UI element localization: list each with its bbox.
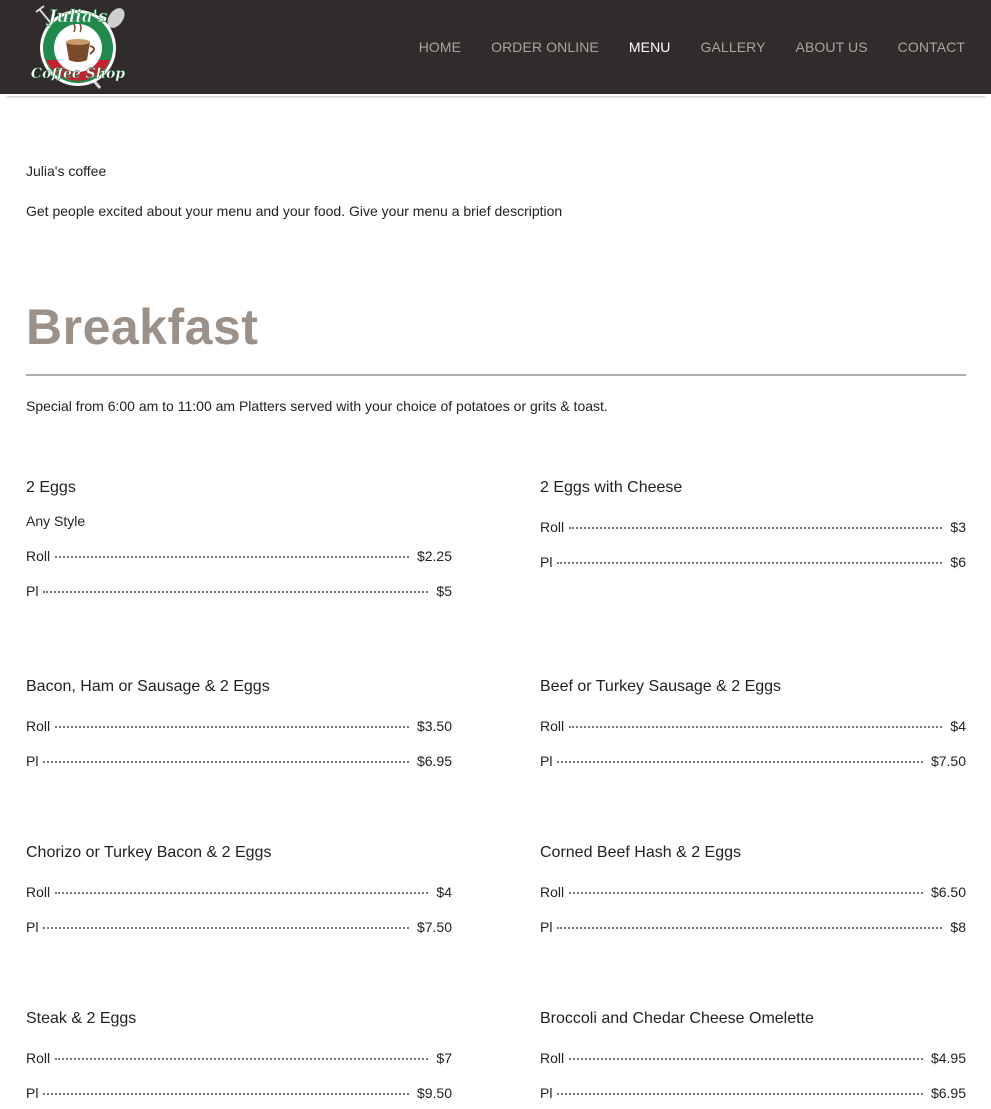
- leader-dots: [55, 726, 409, 728]
- price-row: [26, 753, 452, 769]
- price-label: Pl: [26, 1085, 39, 1101]
- leader-dots: [43, 761, 409, 763]
- price-value: $2.25: [416, 548, 452, 564]
- price-row: [26, 583, 452, 599]
- price-row: [26, 718, 452, 734]
- price-row: [540, 1085, 966, 1101]
- menu-item-name: Corned Beef Hash & 2 Eggs: [540, 844, 742, 861]
- menu-item-name: Broccoli and Chedar Cheese Omelette: [540, 1010, 814, 1027]
- nav-gallery[interactable]: GALLERY: [700, 39, 766, 55]
- nav-home[interactable]: HOME: [418, 39, 462, 55]
- main-nav: [419, 39, 965, 55]
- header-divider: [6, 94, 986, 96]
- nav-order-online[interactable]: ORDER ONLINE: [491, 39, 599, 55]
- price-row: [26, 1050, 452, 1066]
- price-value: $5: [436, 583, 452, 599]
- menu-item-name: 2 Eggs: [26, 479, 76, 496]
- leader-dots: [43, 591, 428, 593]
- price-label: Pl: [540, 753, 553, 769]
- price-value: $7: [436, 1050, 452, 1066]
- leader-dots: [43, 1093, 409, 1095]
- price-value: $6.50: [930, 884, 966, 900]
- price-row: [540, 519, 966, 535]
- logo-line1: Julia's: [48, 7, 108, 27]
- menu-item: [540, 843, 966, 935]
- price-label: Pl: [26, 583, 39, 599]
- price-value: $4.95: [930, 1050, 966, 1066]
- price-label: Roll: [540, 519, 565, 535]
- price-label: Pl: [26, 753, 39, 769]
- leader-dots: [569, 1058, 923, 1060]
- nav-about-us[interactable]: ABOUT US: [795, 39, 868, 55]
- menu-item-name: Beef or Turkey Sausage & 2 Eggs: [540, 678, 782, 695]
- price-row: [540, 753, 966, 769]
- menu-item-name: Steak & 2 Eggs: [26, 1010, 137, 1027]
- leader-dots: [557, 761, 923, 763]
- menu-item-subtitle: Any Style: [26, 513, 86, 529]
- price-label: Roll: [26, 884, 51, 900]
- price-row: [540, 1050, 966, 1066]
- price-label: Roll: [540, 1050, 565, 1066]
- price-label: Pl: [540, 919, 553, 935]
- price-row: [26, 884, 452, 900]
- price-value: $7.50: [930, 753, 966, 769]
- menu-item: [26, 478, 452, 599]
- price-row: [540, 718, 966, 734]
- leader-dots: [557, 1093, 923, 1095]
- menu-item: [26, 677, 452, 769]
- price-row: [540, 884, 966, 900]
- menu-item: [540, 478, 966, 570]
- price-row: [26, 548, 452, 564]
- menu-item-name: 2 Eggs with Cheese: [540, 479, 683, 496]
- price-value: $6: [950, 554, 966, 570]
- coffee-shop-logo[interactable]: [30, 2, 128, 94]
- price-value: $3.50: [416, 718, 452, 734]
- leader-dots: [55, 556, 409, 558]
- nav-menu[interactable]: MENU: [628, 39, 671, 55]
- leader-dots: [55, 892, 428, 894]
- menu-intro-title: Julia's coffee: [26, 163, 107, 179]
- leader-dots: [569, 726, 942, 728]
- nav-contact[interactable]: CONTACT: [897, 39, 965, 55]
- price-value: $3: [950, 519, 966, 535]
- menu-item: [26, 843, 452, 935]
- price-row: [26, 1085, 452, 1101]
- price-value: $4: [436, 884, 452, 900]
- price-row: [540, 919, 966, 935]
- menu-item-name: Bacon, Ham or Sausage & 2 Eggs: [26, 678, 270, 695]
- menu-intro-description: Get people excited about your menu and your food. Give your menu a brief description: [26, 203, 563, 219]
- price-value: $7.50: [416, 919, 452, 935]
- section-divider: [26, 374, 966, 376]
- menu-item: [540, 677, 966, 769]
- leader-dots: [569, 527, 942, 529]
- leader-dots: [557, 927, 942, 929]
- menu-item: [26, 1009, 452, 1101]
- price-label: Roll: [26, 718, 51, 734]
- price-label: Pl: [540, 554, 553, 570]
- menu-item-name: Chorizo or Turkey Bacon & 2 Eggs: [26, 844, 272, 861]
- price-label: Pl: [26, 919, 39, 935]
- price-value: $6.95: [930, 1085, 966, 1101]
- price-value: $8: [950, 919, 966, 935]
- price-label: Pl: [540, 1085, 553, 1101]
- price-row: [540, 554, 966, 570]
- price-value: $4: [950, 718, 966, 734]
- price-label: Roll: [540, 718, 565, 734]
- logo-line2: Coffee Shop: [30, 66, 126, 82]
- price-label: Roll: [26, 548, 51, 564]
- price-label: Roll: [26, 1050, 51, 1066]
- price-label: Roll: [540, 884, 565, 900]
- leader-dots: [55, 1058, 428, 1060]
- leader-dots: [557, 562, 942, 564]
- menu-item: [540, 1009, 966, 1101]
- section-note: Special from 6:00 am to 11:00 am Platters served with your choice of potatoes or grits & toast.: [26, 398, 608, 414]
- site-header: [0, 0, 991, 94]
- leader-dots: [569, 892, 923, 894]
- leader-dots: [43, 927, 409, 929]
- section-title: Breakfast: [26, 299, 259, 355]
- price-value: $9.50: [416, 1085, 452, 1101]
- price-row: [26, 919, 452, 935]
- price-value: $6.95: [416, 753, 452, 769]
